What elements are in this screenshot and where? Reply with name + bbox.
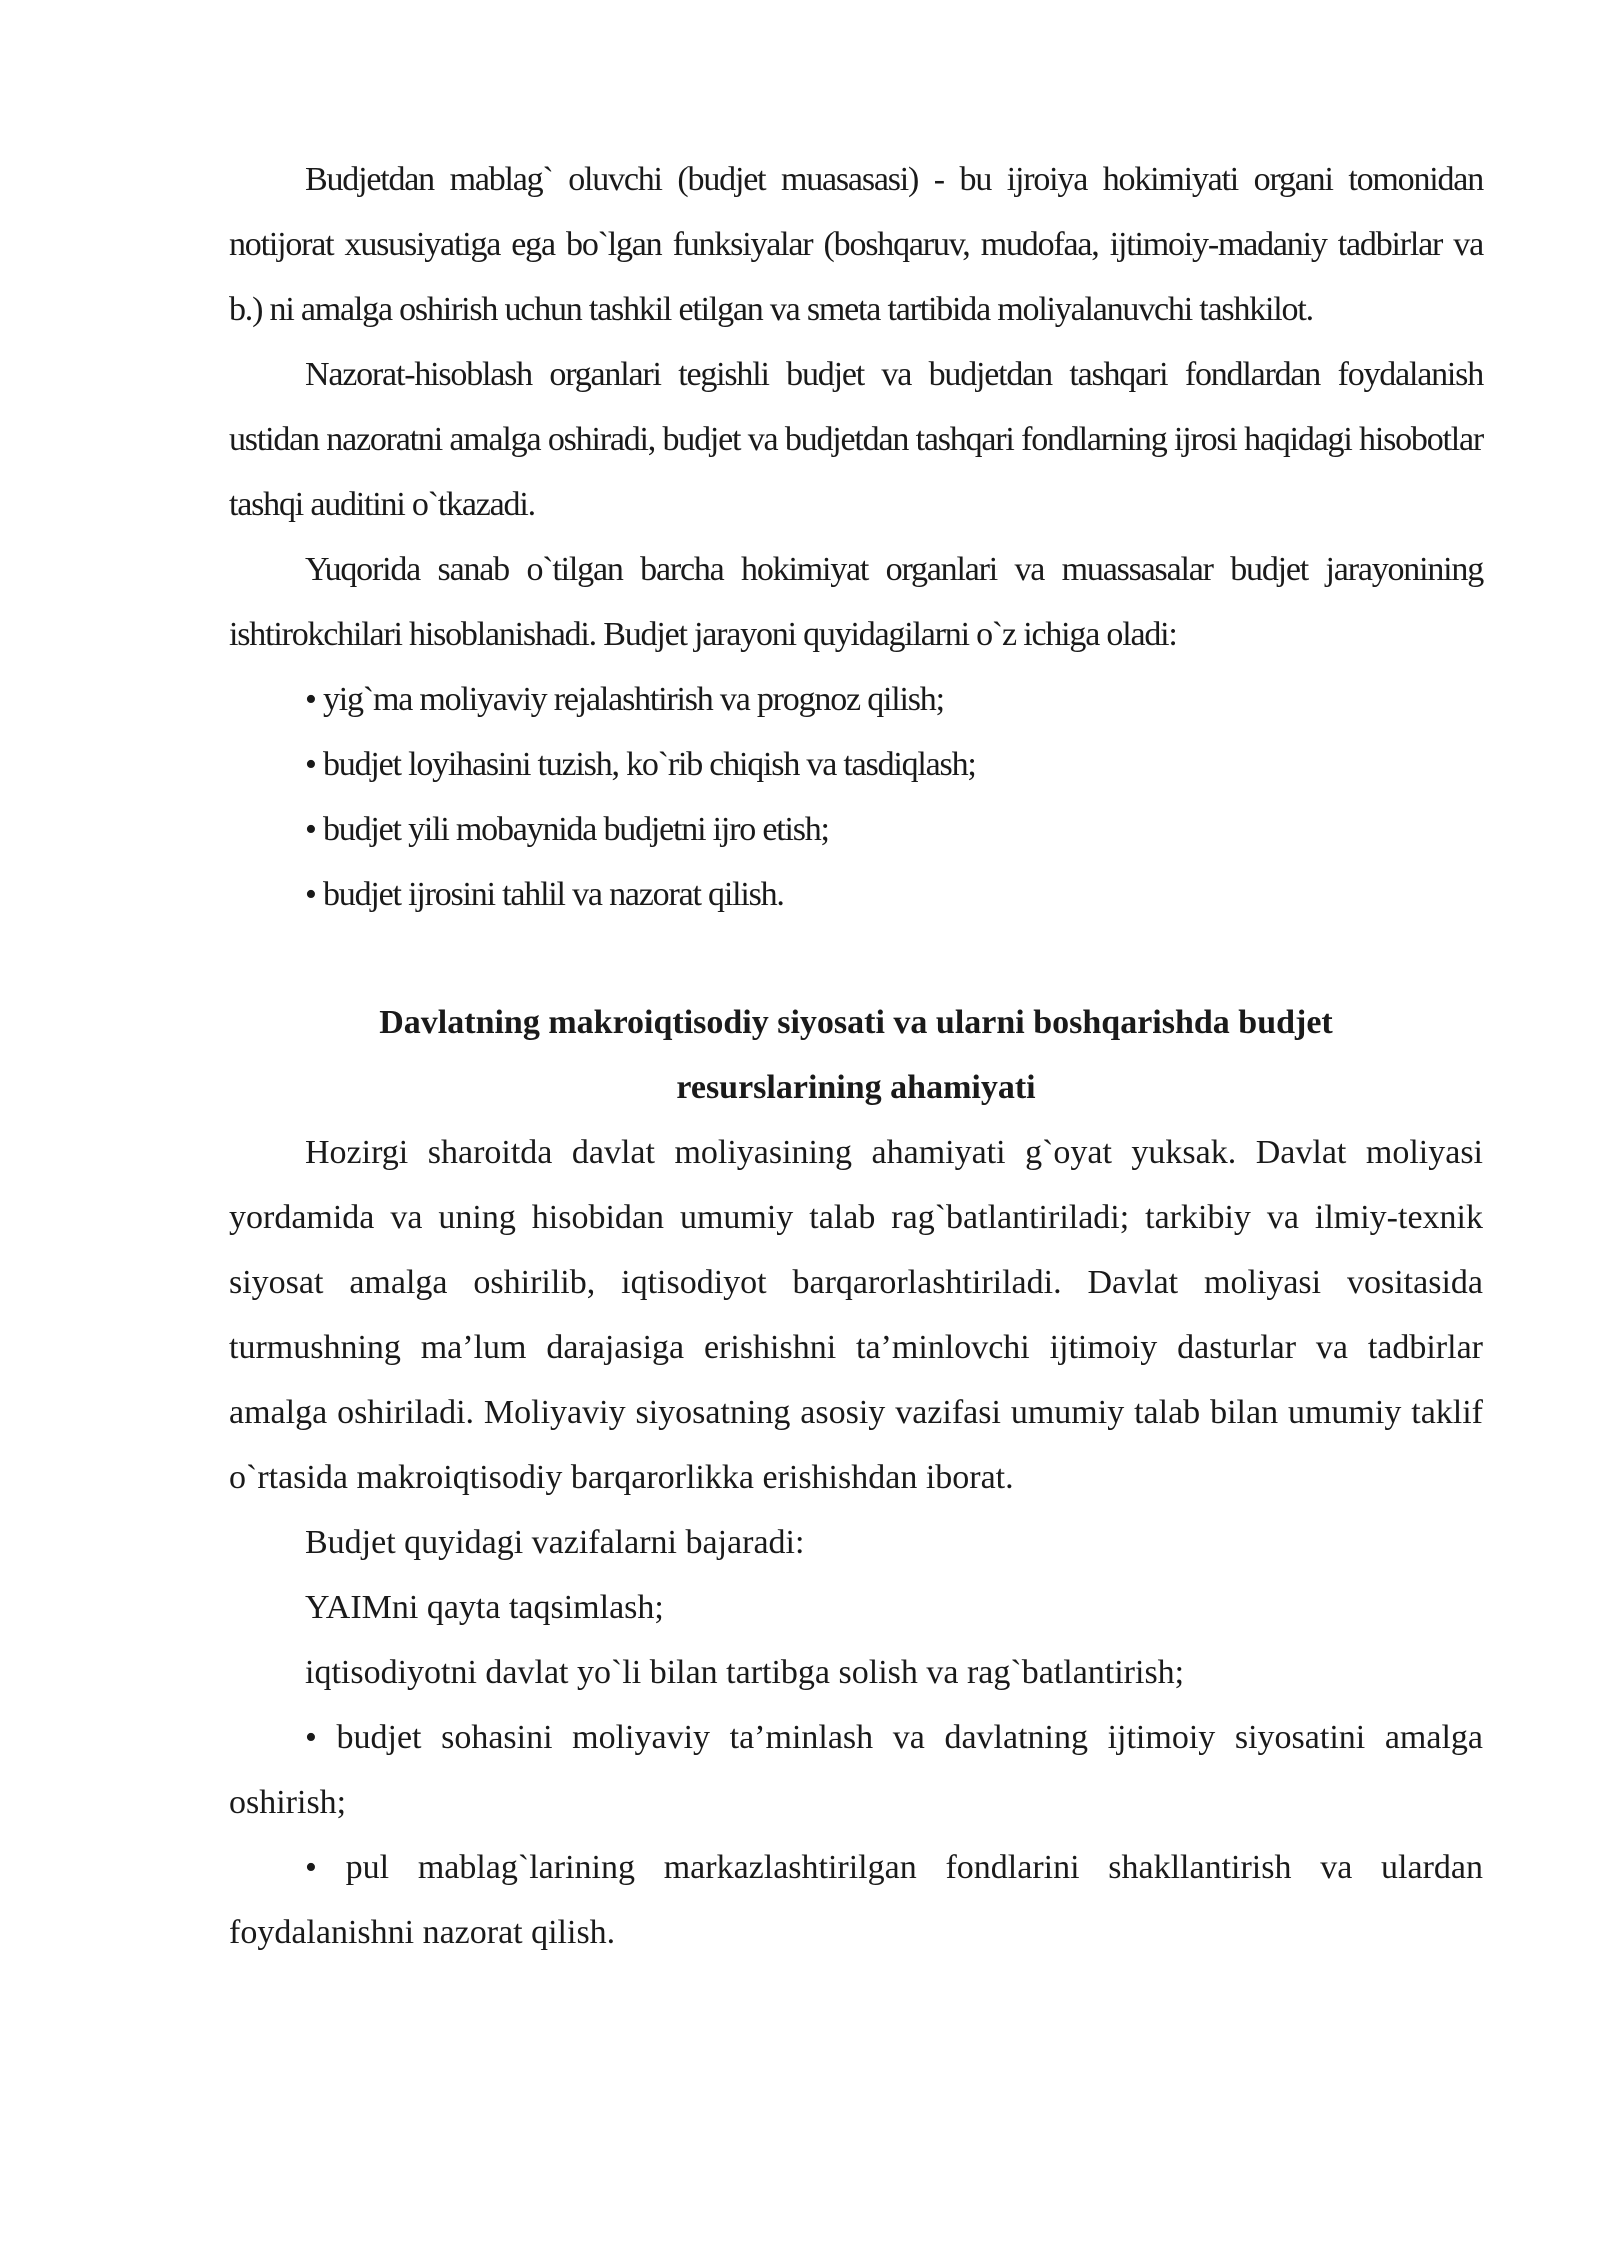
paragraph-state-finance: Hozirgi sharoitda davlat moliyasining ahamiyati g`oyat yuksak. Davlat moliyasi yordamida va uning hisobidan umumiy talab rag`batlantiriladi; tarkibiy va ilmiy-texnik siyosat amalga oshirilib, iqtisodiyot barqarorlashtiriladi. Davlat moliyasi vositasida turmushning ma’lum darajasiga erishishni ta’minlovchi ijtimoiy dasturlar va tadbirlar amalga oshiriladi. Moliyaviy siyosatning asosiy vazifasi umumiy talab bilan umumiy taklif o`rtasida makroiqtisodiy barqarorlikka erishishdan iborat.	[229, 1134, 1483, 1496]
task-item: • pul mablag`larining markazlashtirilgan fondlarini shakllantirish va ulardan foydalanishni nazorat qilish.	[229, 1849, 1483, 1951]
paragraph-audit-bodies: Nazorat-hisoblash organlari tegishli budjet va budjetdan tashqari fondlardan foydalanish ustidan nazoratni amalga oshiradi, budjet va budjetdan tashqari fondlarning ijrosi haqidagi hisobotlar tashqi auditini o`tkazadi.	[229, 356, 1483, 523]
paragraph-budget-process: Yuqorida sanab o`tilgan barcha hokimiyat organlari va muassasalar budjet jarayonining ishtirokchilari hisoblanishadi. Budjet jarayoni quyidagilarni o`z ichiga oladi:	[229, 551, 1483, 653]
list-item: • budjet loyihasini tuzish, ko`rib chiqish va tasdiqlash;	[305, 746, 976, 783]
task-item: iqtisodiyotni davlat yo`li bilan tartibga solish va rag`batlantirish;	[305, 1654, 1185, 1691]
budget-process-list	[229, 667, 1483, 927]
paragraph-budget-recipient: Budjetdan mablag` oluvchi (budjet muasasasi) - bu ijroiya hokimiyati organi tomonidan notijorat xususiyatiga ega bo`lgan funksiyalar (boshqaruv, mudofaa, ijtimoiy-madaniy tadbirlar va b.) ni amalga oshirish uchun tashkil etilgan va smeta tartibida moliyalanuvchi tashkilot.	[229, 161, 1483, 328]
section-heading-line-2: resurslarining ahamiyati	[676, 1069, 1036, 1106]
list-item: • budjet ijrosini tahlil va nazorat qilish.	[305, 876, 784, 913]
tasks-intro: Budjet quyidagi vazifalarni bajaradi:	[305, 1524, 805, 1561]
section-heading	[229, 990, 1483, 1120]
task-item: YAIMni qayta taqsimlash;	[305, 1589, 664, 1626]
task-item: • budjet sohasini moliyaviy ta’minlash va davlatning ijtimoiy siyosatini amalga oshirish;	[229, 1719, 1483, 1821]
list-item: • budjet yili mobaynida budjetni ijro etish;	[305, 811, 829, 848]
list-item: • yig`ma moliyaviy rejalashtirish va prognoz qilish;	[305, 681, 944, 718]
document-body	[229, 147, 1483, 1965]
section-heading-line-1: Davlatning makroiqtisodiy siyosati va ularni boshqarishda budjet	[379, 1004, 1333, 1041]
